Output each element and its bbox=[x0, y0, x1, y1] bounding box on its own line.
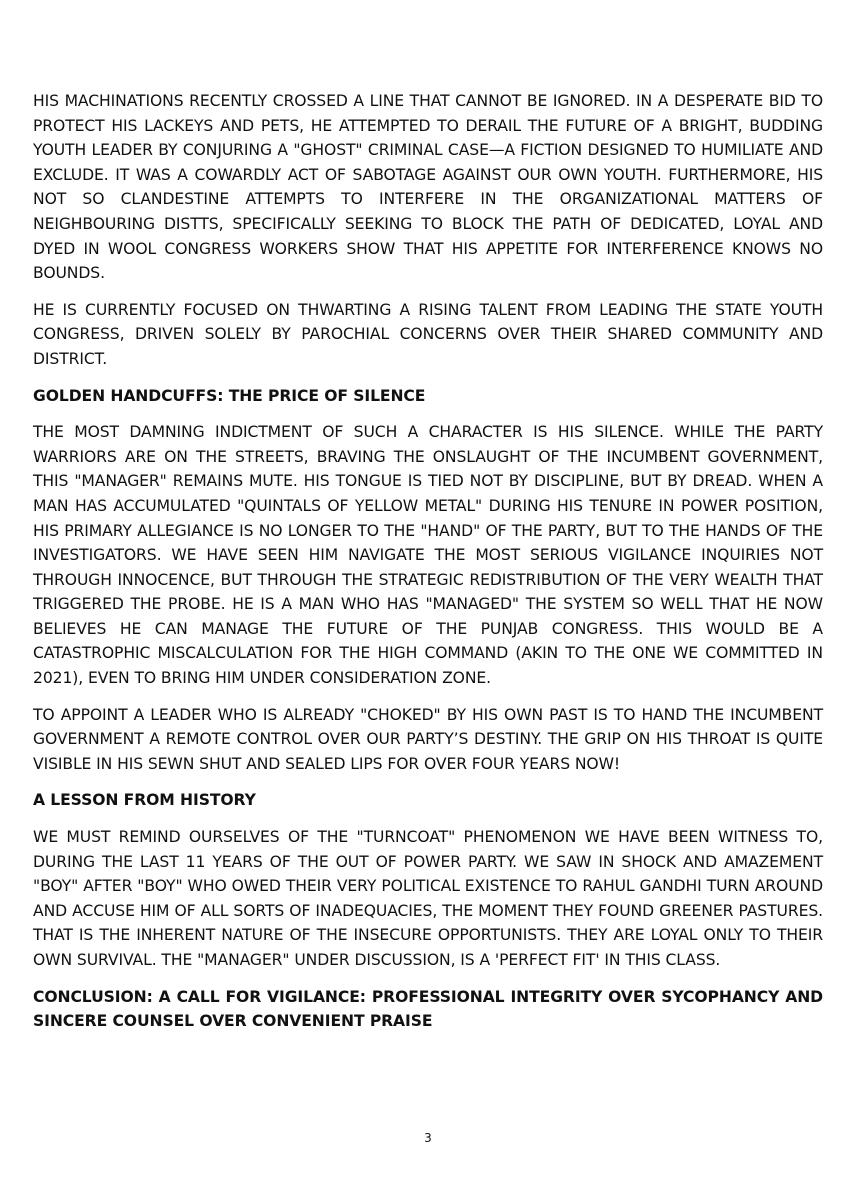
paragraph-silence-indictment: THE MOST DAMNING INDICTMENT OF SUCH A CHARACTER IS HIS SILENCE. WHILE THE PARTY WARRIORS ARE ON THE STREETS, BRAVING THE ONSLAUGHT OF THE INCUMBENT GOVERNMENT, THIS "MANAGER" REMAINS MUTE. HIS TONGUE IS TIED NOT BY DISCIPLINE, BUT BY DREAD. WHEN A MAN HAS ACCUMULATED "QUINTALS OF YELLOW METAL" DURING HIS TENURE IN POWER POSITION, HIS PRIMARY ALLEGIANCE IS NO LONGER TO THE "HAND" OF THE PARTY, BUT TO THE HANDS OF THE INVESTIGATORS. WE HAVE SEEN HIM NAVIGATE THE MOST SERIOUS VIGILANCE INQUIRIES NOT THROUGH INNOCENCE, BUT THROUGH THE STRATEGIC REDISTRIBUTION OF THE VERY WEALTH THAT TRIGGERED THE PROBE. HE IS A MAN WHO HAS "MANAGED" THE SYSTEM SO WELL THAT HE NOW BELIEVES HE CAN MANAGE THE FUTURE OF THE PUNJAB CONGRESS. THIS WOULD BE A CATASTROPHIC MISCALCULATION FOR THE HIGH COMMAND (AKIN TO THE ONE WE COMMITTED IN 2021), EVEN TO BRING HIM UNDER CONSIDERATION ZONE. bbox=[33, 423, 823, 688]
document-page bbox=[33, 89, 823, 1046]
section-heading-golden-handcuffs: GOLDEN HANDCUFFS: THE PRICE OF SILENCE bbox=[33, 386, 426, 405]
paragraph-rising-talent: HE IS CURRENTLY FOCUSED ON THWARTING A RISING TALENT FROM LEADING THE STATE YOUTH CONGRESS, DRIVEN SOLELY BY PAROCHIAL CONCERNS OVER THEIR SHARED COMMUNITY AND DISTRICT. bbox=[33, 300, 823, 368]
paragraph-choked-leader: TO APPOINT A LEADER WHO IS ALREADY "CHOKED" BY HIS OWN PAST IS TO HAND THE INCUMBENT GOVERNMENT A REMOTE CONTROL OVER OUR PARTY’S DESTINY. THE GRIP ON HIS THROAT IS QUITE VISIBLE IN HIS SEWN SHUT AND SEALED LIPS FOR OVER FOUR YEARS NOW! bbox=[33, 705, 823, 773]
paragraph-machinations: HIS MACHINATIONS RECENTLY CROSSED A LINE THAT CANNOT BE IGNORED. IN A DESPERATE BID TO PROTECT HIS LACKEYS AND PETS, HE ATTEMPTED TO DERAIL THE FUTURE OF A BRIGHT, BUDDING YOUTH LEADER BY CONJURING A "GHOST" CRIMINAL CASE—A FICTION DESIGNED TO HUMILIATE AND EXCLUDE. IT WAS A COWARDLY ACT OF SABOTAGE AGAINST OUR OWN YOUTH. FURTHERMORE, HIS NOT SO CLANDESTINE ATTEMPTS TO INTERFERE IN THE ORGANIZATIONAL MATTERS OF NEIGHBOURING DISTTS, SPECIFICALLY SEEKING TO BLOCK THE PATH OF DEDICATED, LOYAL AND DYED IN WOOL CONGRESS WORKERS SHOW THAT HIS APPETITE FOR INTERFERENCE KNOWS NO BOUNDS. bbox=[33, 92, 823, 283]
section-heading-lesson-from-history: A LESSON FROM HISTORY bbox=[33, 791, 256, 810]
section-heading-conclusion: CONCLUSION: A CALL FOR VIGILANCE: PROFESSIONAL INTEGRITY OVER SYCOPHANCY AND SINCERE COUNSEL OVER CONVENIENT PRAISE bbox=[33, 987, 823, 1031]
page-number: 3 bbox=[424, 1131, 432, 1145]
paragraph-turncoat: WE MUST REMIND OURSELVES OF THE "TURNCOAT" PHENOMENON WE HAVE BEEN WITNESS TO, DURING THE LAST 11 YEARS OF THE OUT OF POWER PARTY. WE SAW IN SHOCK AND AMAZEMENT "BOY" AFTER "BOY" WHO OWED THEIR VERY POLITICAL EXISTENCE TO RAHUL GANDHI TURN AROUND AND ACCUSE HIM OF ALL SORTS OF INADEQUACIES, THE MOMENT THEY FOUND GREENER PASTURES. THAT IS THE INHERENT NATURE OF THE INSECURE OPPORTUNISTS. THEY ARE LOYAL ONLY TO THEIR OWN SURVIVAL. THE "MANAGER" UNDER DISCUSSION, IS A 'PERFECT FIT' IN THIS CLASS. bbox=[33, 828, 823, 969]
